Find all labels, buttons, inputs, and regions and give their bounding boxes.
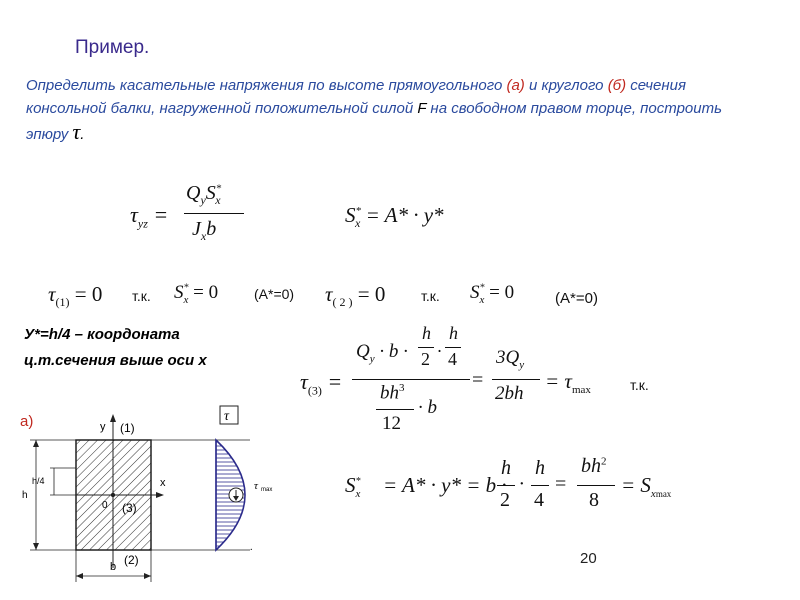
smax-f3-den: 8 [589,489,599,511]
tau3-frac2-num: h [449,323,458,343]
tau3-lhs: $\tau_{(3)}$ = [300,369,343,398]
task-force: F [417,100,427,117]
task-tau-symbol: τ [72,119,81,144]
tau3-den-den: 12 [382,413,401,434]
tau-yz: $\tau_{yz}$ = [130,202,169,231]
tau3-dot: · [437,341,442,361]
zhuravsky-denominator: $J_xb$ [192,218,217,243]
tau3-num-q: $Q_y \cdot b$ · [356,341,408,365]
zhuravsky-formula [130,180,250,250]
point3-label: (3) [122,501,137,515]
smax-rhs2: = $S_{xmax}$ [621,473,672,501]
smax-dot: · [519,473,524,495]
task-statement [26,74,746,146]
origin-dot [111,493,115,497]
y-axis-label: y [100,421,106,433]
tau-max-label: τ [254,480,258,492]
h-dim-arrow-bottom [33,543,39,550]
page-number: 20 [580,550,597,567]
h-dim-arrow-top [33,440,39,447]
smax-f2-bar [531,485,549,486]
tau3-eq2: = [472,369,484,391]
task-text-1: Определить касательные напряжения по высоте прямоугольного [26,77,507,94]
a-star-zero-1: (A*=0) [254,286,295,302]
task-text-3: сечения консольной балки, нагруженной положительной силой [26,77,687,117]
task-end: . [80,126,85,143]
point2-label: (2) [124,553,139,567]
task-text-2: и круглого [524,77,608,94]
smax-f2-num: h [535,457,545,479]
static-moment-formula: $S^*_x = A* \cdot y*$ [345,203,444,231]
y-axis-arrow [110,414,116,422]
origin-label: 0 [102,500,108,511]
x-axis-arrow [156,492,164,498]
smax-rhs1: = A* · y* = b · [383,473,507,497]
task-text-4: на свободном правом торце, построить эпюру [26,100,722,143]
smax-lhs: $S^*_x$ [345,473,361,501]
smax-eq1: = [555,473,567,495]
task-label-b: (б) [607,77,627,94]
tau3-frac2-den: 4 [448,349,457,369]
zhuravsky-numerator: $Q_yS^*_x$ [186,182,222,207]
slide-title: Пример. [75,37,150,58]
tau2-equation: $\tau_{( 2 )} = 0$ [325,282,386,310]
smax-f3-num: $bh^2$ [581,455,607,477]
point1-label: (1) [120,421,135,435]
b-label: b [110,561,117,573]
tau3-den-b: · b [418,397,437,418]
tau3-main-bar [352,379,470,380]
cross-section-diagram [10,400,300,590]
tau3-frac1-den: 2 [421,349,430,369]
task-label-a: (а) [506,77,525,94]
tau3-frac1-num: h [422,323,431,343]
ystar-note-line2: ц.т.сечения выше оси х [24,352,207,369]
b-dim-arrow-right [144,573,151,579]
h4-label: h/4 [32,476,45,486]
smax-f1-num: h [501,457,511,479]
tau3-eq2-bar [492,379,540,380]
tk-note-2: т.к. [421,288,440,304]
tau-box-label: τ [224,409,230,424]
tau3-frac1-bar [418,347,434,348]
b-dim-arrow-left [76,573,83,579]
tau3-tk: т.к. [630,377,649,393]
smax-f1-den: 2 [500,489,510,511]
tau3-eq2-den: 2bh [495,383,524,404]
a-star-zero-2: (A*=0) [555,290,598,307]
tau1-equation: $\tau_{(1)} = 0$ [48,282,103,310]
ystar-note-line1: У*=h/4 – коордоната [24,326,180,343]
tau3-formula [300,325,680,445]
tau3-eq3: = $\tau_{max}$ [545,369,591,397]
tk-note-1: т.к. [132,288,151,304]
diagram-svg [10,400,300,590]
smax-f2-den: 4 [534,489,544,511]
smax-f1-bar [497,485,515,486]
tau3-den-num: $bh^3$ [380,382,405,404]
s2-equation: $S^*_x = 0$ [470,282,515,306]
diagram-label-a: а) [20,413,34,430]
epure-end-dot: . [250,542,253,553]
s1-equation: $S^*_x = 0$ [174,282,219,306]
tau3-den-bar [376,409,414,410]
x-axis-label: x [160,477,166,489]
h-label: h [22,490,28,501]
tau3-eq2-num: $3Q_y$ [496,347,525,371]
smax-f3-bar [577,485,615,486]
zhuravsky-fraction-bar [184,213,244,214]
tau3-frac2-bar [445,347,461,348]
tau-max-sub: max [261,487,273,493]
smax-formula [345,455,725,530]
ystar-note [24,322,284,374]
